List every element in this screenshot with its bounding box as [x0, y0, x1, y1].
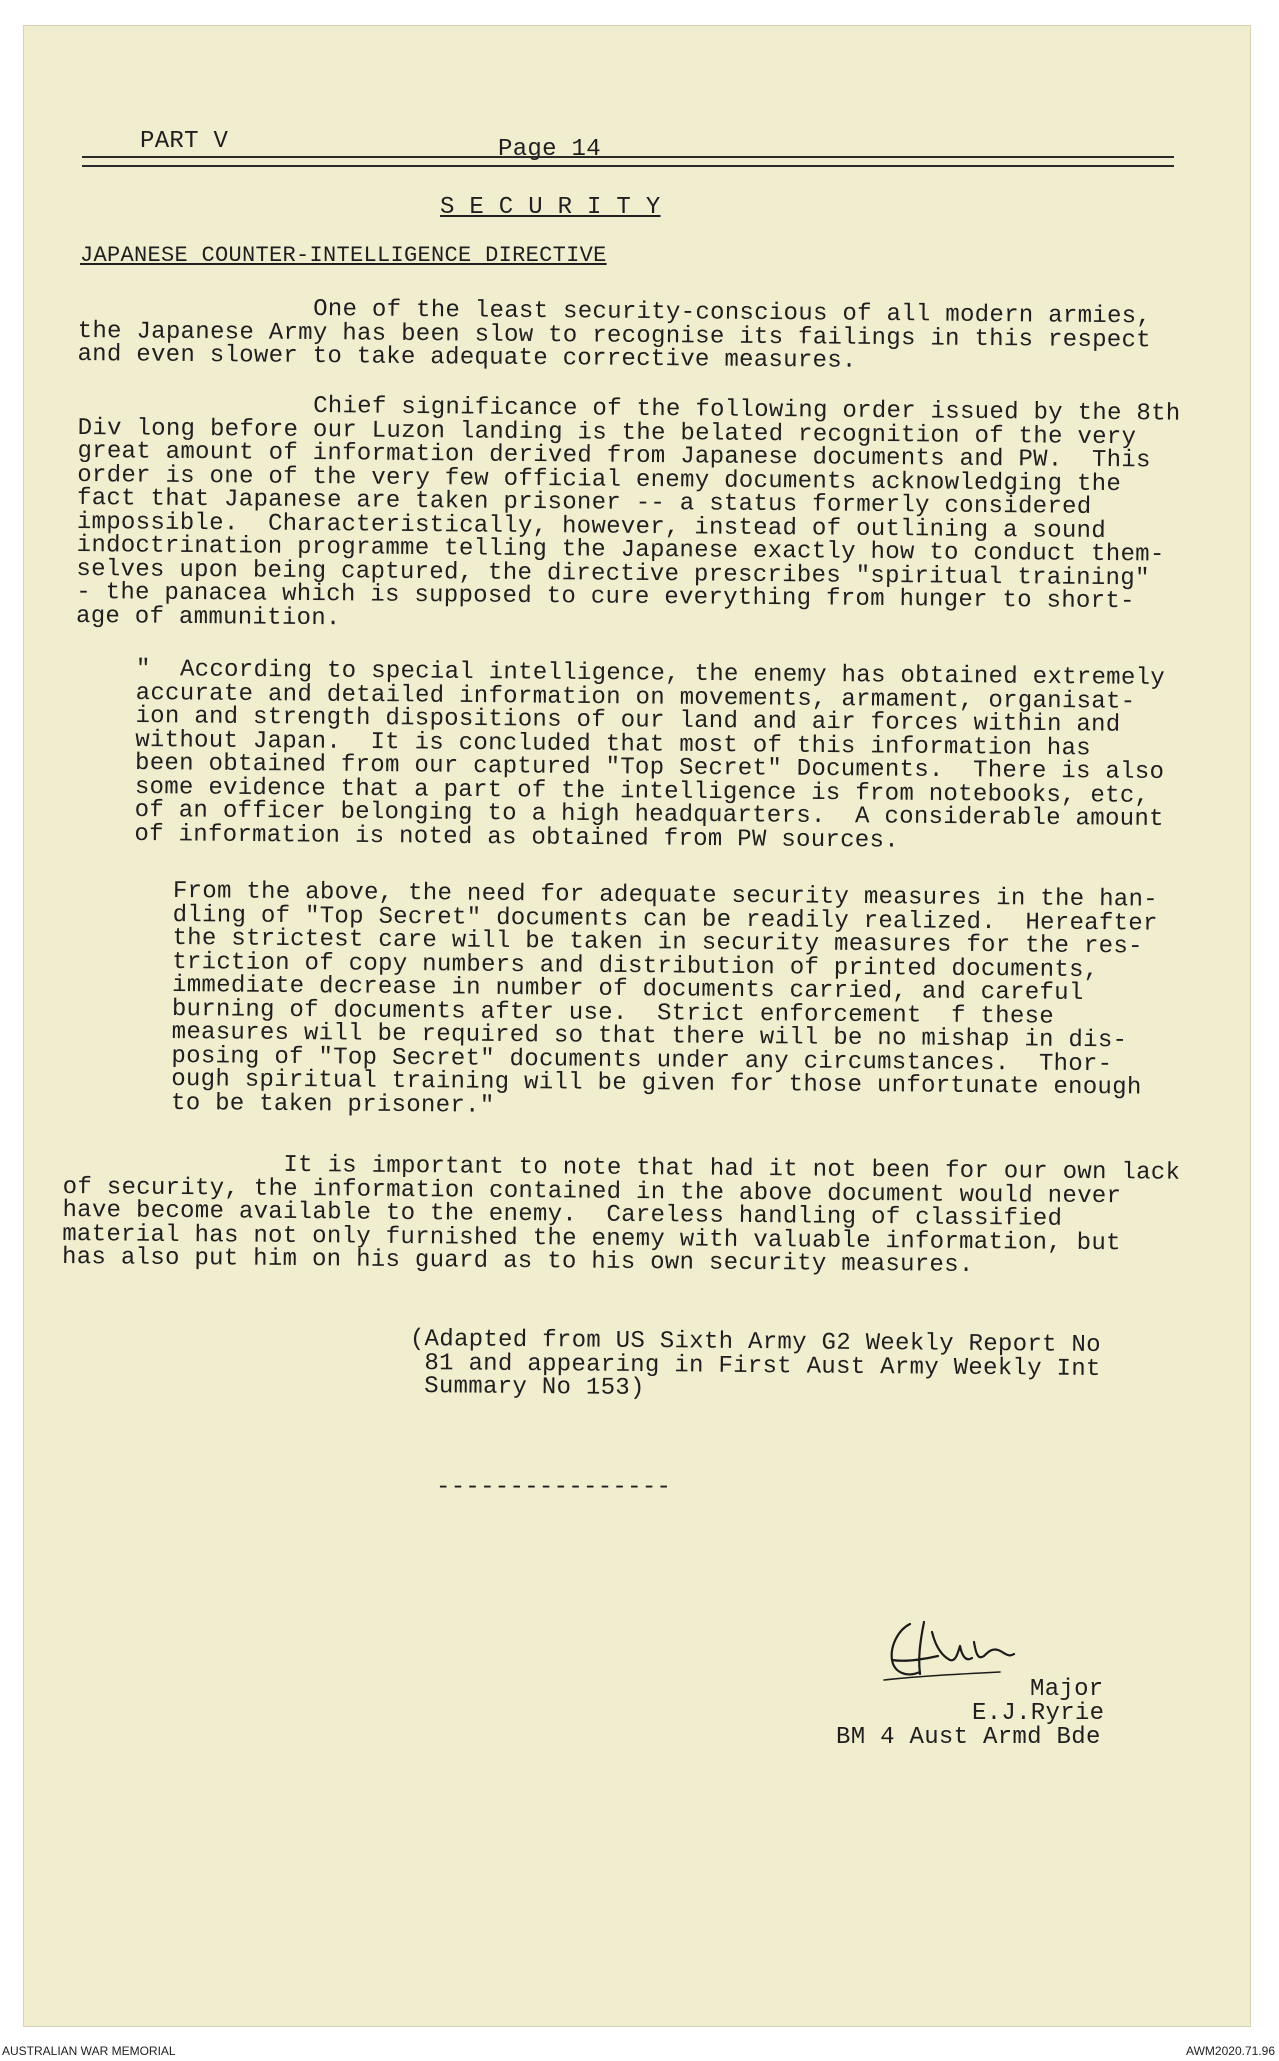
signature-name: E.J.Ryrie — [972, 1700, 1105, 1727]
page-number: Page 14 — [498, 136, 601, 163]
quote-paragraph-1: " According to special intelligence, the enemy has obtained extremely accurate and detailed information on movements, armament, organisat- ion and strength dispositions of our land and air forces within and without Japan. It is concluded that most of this information has been obtained from our captured "Top Secret" Documents. There is also some evidence that a part of the intelligence is from notebooks, etc, of an officer belonging to a high headquarters. A considerable amount of information is noted as obtained from PW sources. — [134, 656, 1166, 855]
quote-paragraph-2: From the above, the need for adequate security measures in the han- dling of "Top Secret" documents can be readily realized. Hereafter the strictest care will be taken in security measures for the res- triction of copy numbers and distribution of printed documents, immediate decrease in number of documents carried, and careful burning of documents after use. Strict enforcement f these measures will be required so that there will be no mishap in dis- posing of "Top Secret" documents under any circumstances. Thor- ough spiritual training will be given for those unfortunate enough to be taken prisoner." — [170, 878, 1159, 1120]
part-label: PART V — [140, 128, 229, 155]
footer-left: AUSTRALIAN WAR MEMORIAL — [2, 2044, 176, 2058]
footer-right: AWM2020.71.96 — [1186, 2044, 1275, 2058]
source-note: (Adapted from US Sixth Army G2 Weekly Report No 81 and appearing in First Aust Army Weekly Int Summary No 153) — [409, 1326, 1102, 1403]
section-subtitle: JAPANESE COUNTER-INTELLIGENCE DIRECTIVE — [80, 243, 607, 268]
header-rule-top — [82, 156, 1174, 158]
signature-unit: BM 4 Aust Armd Bde — [836, 1724, 1101, 1751]
handwritten-signature — [880, 1612, 1020, 1692]
signature-rank: Major — [1030, 1676, 1104, 1703]
separator-line: ---------------- — [436, 1474, 672, 1501]
section-title: S E C U R I T Y — [440, 194, 661, 221]
header-rule-bottom — [82, 165, 1174, 167]
important-paragraph: It is important to note that had it not been for our own lack of security, the information contained in the above document would never have become available to the enemy. Careless handling of classified material has not only furnished the enemy with valuable information, but has also put him on his guard as to his own security measures. — [61, 1150, 1181, 1279]
chief-paragraph: Chief significance of the following order issued by the 8th Div long before our Luzon landing is the belated recognition of the very great amount of information derived from Japanese documents and PW. This order is one of the very few official enemy documents acknowledging the fact that Japanese are taken prisoner -- a status formerly considered impossible. Characteristically, however, instead of outlining a sound indoctrination programme telling the Japanese exactly how to conduct them- selves upon being captured, the directive prescribes "spiritual training" - the panacea which is supposed to cure everything from hunger to short- age of ammunition. — [75, 391, 1181, 632]
intro-paragraph: One of the least security-conscious of all modern armies, the Japanese Army has been slow to recognise its failings in this respect and even slower to take adequate corrective measures. — [77, 294, 1152, 375]
